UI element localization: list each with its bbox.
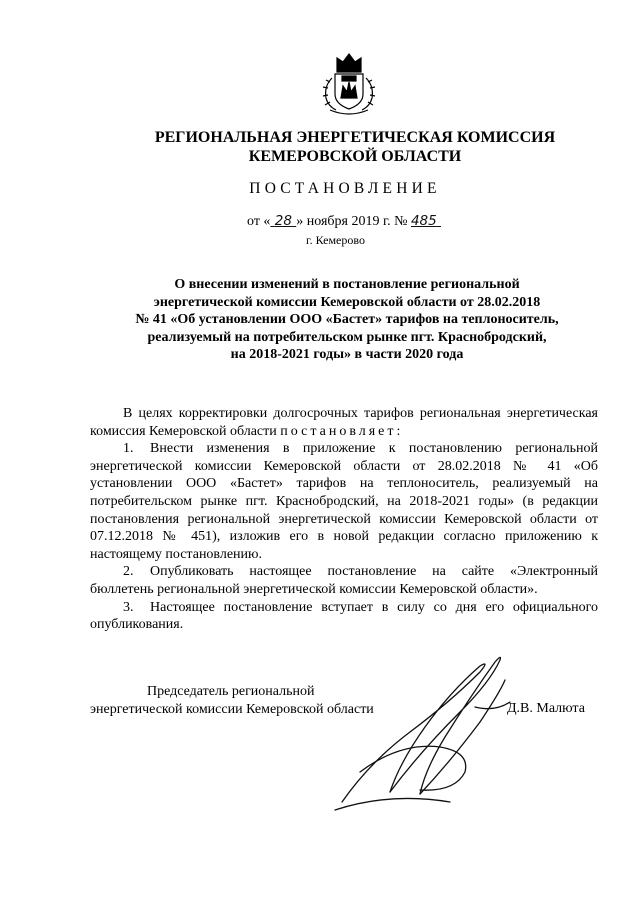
subject-line: № 41 «Об установлении ООО «Бастет» тарифов на теплоноситель, <box>135 312 559 327</box>
item-text: Настоящее постановление вступает в силу со дня его официального опубликования. <box>90 599 598 633</box>
item-number: 1. <box>123 441 134 457</box>
item-text: Внести изменения в приложение к постановлению региональной энергетической комиссии Кемеровской области от 28.02.2018 № 41 «Об установлении ООО «Бастет» тарифов на теплоноситель, реализуемый на потребительском рынке пгт. Краснобродский, на 2018-2021 годы» (в редакции постановления региональной энергетической комиссии Кемеровской области от 07.12.2018 № 451), изложив его в новой редакции согласно приложению к настоящему постановлению. <box>90 441 598 562</box>
signatory-title-line-1: Председатель региональной <box>147 684 315 699</box>
document-subject <box>82 276 612 364</box>
intro-paragraph <box>90 405 598 440</box>
handwritten-day: 28 <box>274 213 292 229</box>
signatory-name: Д.В. Малюта <box>507 701 585 716</box>
item-number: 2. <box>123 564 134 580</box>
org-line-2: КЕМЕРОВСКОЙ ОБЛАСТИ <box>248 148 462 165</box>
handwritten-number: 485 <box>410 213 437 229</box>
document-body <box>90 405 598 634</box>
intro-verb: постановляет: <box>280 423 404 439</box>
item-number: 3. <box>123 599 134 615</box>
handwritten-signature <box>330 652 540 812</box>
subject-line: на 2018-2021 годы» в части 2020 года <box>230 347 464 362</box>
signatory-title-line-2: энергетической комиссии Кемеровской области <box>90 702 374 717</box>
city: г. Кемерово <box>306 233 365 247</box>
org-line-1: РЕГИОНАЛЬНАЯ ЭНЕРГЕТИЧЕСКАЯ КОМИССИЯ <box>154 129 556 146</box>
intro-text: В целях корректировки долгосрочных тарифов региональная энергетическая комиссия Кемеровской области <box>90 406 598 439</box>
list-item <box>90 599 598 634</box>
list-item <box>90 563 598 598</box>
list-item <box>90 440 598 563</box>
subject-line: реализуемый на потребительском рынке пгт. Краснобродский, <box>147 329 547 345</box>
subject-line: энергетической комиссии Кемеровской области от 28.02.2018 <box>153 294 541 310</box>
coat-of-arms-emblem <box>316 48 382 116</box>
subject-line: О внесении изменений в постановление региональной <box>174 277 520 292</box>
item-text: Опубликовать настоящее постановление на сайте «Электронный бюллетень региональной энергетической комиссии Кемеровской области». <box>90 564 598 597</box>
organization-name <box>0 128 640 166</box>
document-type: ПОСТАНОВЛЕНИЕ <box>249 180 441 197</box>
date-prefix: от « <box>247 214 271 229</box>
date-line <box>247 213 441 230</box>
date-middle: » ноября 2019 г. № <box>296 214 408 229</box>
